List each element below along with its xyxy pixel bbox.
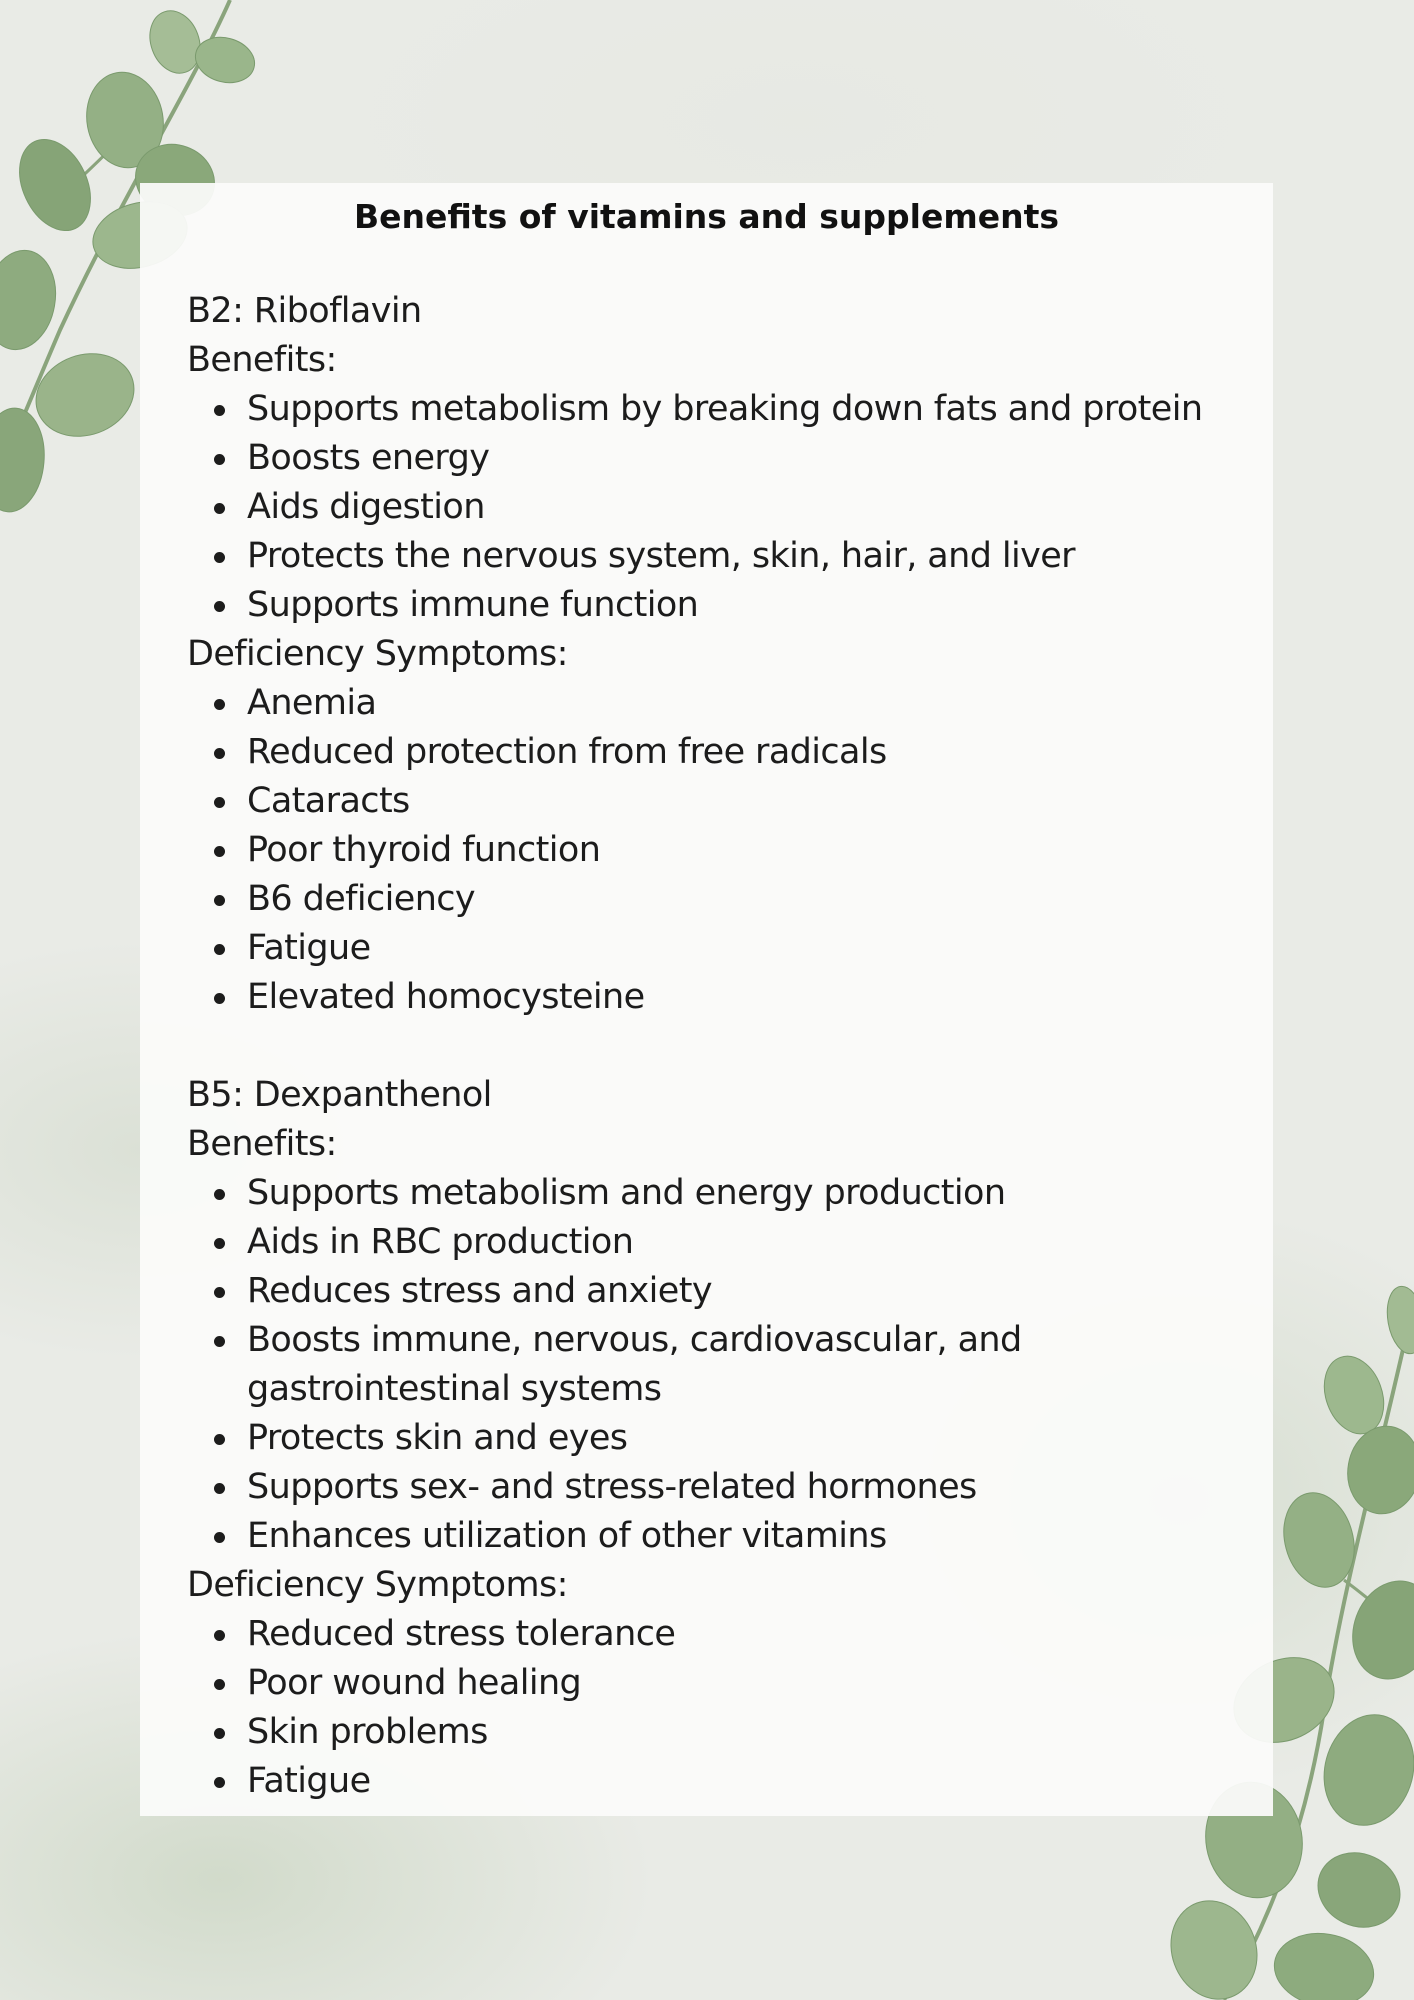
bullet-icon [214,601,225,612]
list-item: Anemia [247,679,1273,728]
content-card [140,183,1273,1816]
deficiency-label: Deficiency Symptoms: [187,1565,568,1605]
bullet-icon [214,1287,225,1298]
bullet-icon [214,993,225,1004]
bullet-icon [214,797,225,808]
deficiency-label: Deficiency Symptoms: [187,634,568,674]
bullet-icon [214,1532,225,1543]
bullet-icon [214,1189,225,1200]
bullet-icon [214,748,225,759]
benefits-label: Benefits: [187,340,337,380]
bullet-icon [214,1777,225,1788]
list-item: Skin problems [247,1708,1273,1757]
list-item: Fatigue [247,924,1273,973]
benefits-list [187,385,1273,630]
bullet-icon [214,944,225,955]
list-item: Protects the nervous system, skin, hair, and liver [247,532,1273,581]
list-item: Reduces stress and anxiety [247,1267,1273,1316]
deficiency-list [187,679,1273,1022]
bullet-icon [214,1434,225,1445]
section-heading: B5: Dexpanthenol [187,1075,492,1115]
list-item: Cataracts [247,777,1273,826]
page-title: Benefits of vitamins and supplements [353,197,1060,236]
bullet-icon [214,1483,225,1494]
bullet-icon [214,1238,225,1249]
bullet-icon [214,846,225,857]
list-item: Protects skin and eyes [247,1414,1273,1463]
bullet-icon [214,699,225,710]
list-item: Supports metabolism and energy production [247,1169,1273,1218]
list-item-continuation: gastrointestinal systems [247,1369,662,1409]
list-item: Boosts energy [247,434,1273,483]
list-item: Elevated homocysteine [247,973,1273,1022]
benefits-list [187,1169,1273,1561]
bullet-icon [214,1679,225,1690]
list-item: Enhances utilization of other vitamins [247,1512,1273,1561]
list-item: Supports metabolism by breaking down fats and protein [247,385,1273,434]
list-item: B6 deficiency [247,875,1273,924]
list-item: Reduced protection from free radicals [247,728,1273,777]
benefits-label: Benefits: [187,1124,337,1164]
list-item: Fatigue [247,1757,1273,1806]
bullet-icon [214,454,225,465]
vitamin-section-b5 [187,1071,1273,1806]
bullet-icon [214,1728,225,1739]
list-item: Poor thyroid function [247,826,1273,875]
deficiency-list [187,1610,1273,1806]
section-heading: B2: Riboflavin [187,291,422,331]
list-item: Aids digestion [247,483,1273,532]
list-item: Boosts immune, nervous, cardiovascular, and [247,1316,1273,1365]
list-item: Poor wound healing [247,1659,1273,1708]
bullet-icon [214,552,225,563]
vitamin-section-b2 [187,287,1273,1022]
bullet-icon [214,1630,225,1641]
list-item: Supports sex- and stress-related hormones [247,1463,1273,1512]
list-item: Aids in RBC production [247,1218,1273,1267]
bullet-icon [214,1336,225,1347]
list-item: Reduced stress tolerance [247,1610,1273,1659]
bullet-icon [214,503,225,514]
bullet-icon [214,895,225,906]
list-item: Supports immune function [247,581,1273,630]
bullet-icon [214,405,225,416]
